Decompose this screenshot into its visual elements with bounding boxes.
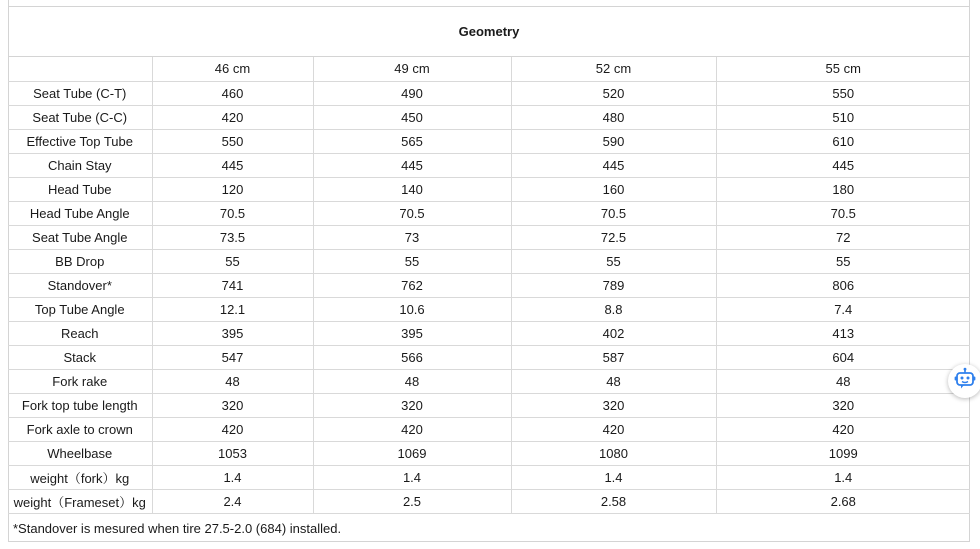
cell-value: 2.4: [152, 489, 313, 513]
cell-value: 320: [511, 393, 716, 417]
cell-value: 762: [313, 273, 511, 297]
cell-value: 520: [511, 81, 716, 105]
cell-value: 70.5: [716, 201, 970, 225]
row-label: Standover*: [8, 273, 152, 297]
cell-value: 48: [716, 369, 970, 393]
table-row: [8, 465, 970, 489]
cell-value: 73: [313, 225, 511, 249]
cell-value: 70.5: [313, 201, 511, 225]
cell-value: 413: [716, 321, 970, 345]
table-row: [8, 81, 970, 105]
cell-value: 73.5: [152, 225, 313, 249]
row-label: Seat Tube (C-C): [8, 105, 152, 129]
row-label: weight（fork）kg: [8, 465, 152, 489]
table-row: [8, 417, 970, 441]
cell-value: 450: [313, 105, 511, 129]
row-label: BB Drop: [8, 249, 152, 273]
cell-value: 1099: [716, 441, 970, 465]
cell-value: 445: [313, 153, 511, 177]
cell-value: 55: [511, 249, 716, 273]
table-row: [8, 489, 970, 513]
row-label: Top Tube Angle: [8, 297, 152, 321]
cell-value: 1.4: [313, 465, 511, 489]
table-row: [8, 201, 970, 225]
table-row: [8, 273, 970, 297]
cell-value: 72.5: [511, 225, 716, 249]
cell-value: 320: [152, 393, 313, 417]
cell-value: 10.6: [313, 297, 511, 321]
cell-value: 70.5: [511, 201, 716, 225]
cell-value: 806: [716, 273, 970, 297]
cell-value: 12.1: [152, 297, 313, 321]
cell-value: 460: [152, 81, 313, 105]
cell-value: 2.68: [716, 489, 970, 513]
cell-value: 590: [511, 129, 716, 153]
cell-value: 180: [716, 177, 970, 201]
cell-value: 7.4: [716, 297, 970, 321]
header-cell-empty: [8, 57, 152, 81]
geometry-table: [8, 57, 970, 514]
table-row: [8, 225, 970, 249]
table-row: [8, 393, 970, 417]
cell-value: 445: [511, 153, 716, 177]
cell-value: 566: [313, 345, 511, 369]
header-cell-size: 46 cm: [152, 57, 313, 81]
cell-value: 1069: [313, 441, 511, 465]
cell-value: 420: [716, 417, 970, 441]
cell-value: 55: [313, 249, 511, 273]
row-label: weight（Frameset）kg: [8, 489, 152, 513]
row-label: Fork axle to crown: [8, 417, 152, 441]
cell-value: 1.4: [716, 465, 970, 489]
cell-value: 1053: [152, 441, 313, 465]
cell-value: 547: [152, 345, 313, 369]
cell-value: 610: [716, 129, 970, 153]
cell-value: 140: [313, 177, 511, 201]
cell-value: 48: [511, 369, 716, 393]
cell-value: 2.58: [511, 489, 716, 513]
cell-value: 320: [313, 393, 511, 417]
cell-value: 70.5: [152, 201, 313, 225]
cell-value: 445: [716, 153, 970, 177]
row-label: Chain Stay: [8, 153, 152, 177]
cell-value: 320: [716, 393, 970, 417]
cell-value: 510: [716, 105, 970, 129]
header-cell-size: 52 cm: [511, 57, 716, 81]
row-label: Fork top tube length: [8, 393, 152, 417]
table-header-row: [8, 57, 970, 81]
cell-value: 48: [152, 369, 313, 393]
row-label: Head Tube: [8, 177, 152, 201]
header-cell-size: 49 cm: [313, 57, 511, 81]
table-row: [8, 105, 970, 129]
cell-value: 402: [511, 321, 716, 345]
cell-value: 604: [716, 345, 970, 369]
table-row: [8, 441, 970, 465]
row-label: Wheelbase: [8, 441, 152, 465]
table-row: [8, 129, 970, 153]
cell-value: 55: [152, 249, 313, 273]
cell-value: 48: [313, 369, 511, 393]
cell-value: 1.4: [152, 465, 313, 489]
row-label: Effective Top Tube: [8, 129, 152, 153]
cell-value: 160: [511, 177, 716, 201]
cell-value: 120: [152, 177, 313, 201]
cell-value: 8.8: [511, 297, 716, 321]
row-label: Head Tube Angle: [8, 201, 152, 225]
cell-value: 420: [511, 417, 716, 441]
row-label: Seat Tube Angle: [8, 225, 152, 249]
cell-value: 587: [511, 345, 716, 369]
table-row: [8, 153, 970, 177]
cell-value: 789: [511, 273, 716, 297]
cell-value: 55: [716, 249, 970, 273]
table-row: [8, 249, 970, 273]
cell-value: 445: [152, 153, 313, 177]
table-row: [8, 369, 970, 393]
cell-value: 420: [313, 417, 511, 441]
cell-value: 395: [313, 321, 511, 345]
table-row: [8, 297, 970, 321]
cell-value: 1080: [511, 441, 716, 465]
cell-value: 480: [511, 105, 716, 129]
row-label: Fork rake: [8, 369, 152, 393]
header-cell-size: 55 cm: [716, 57, 970, 81]
cell-value: 1.4: [511, 465, 716, 489]
table-row: [8, 177, 970, 201]
cell-value: 490: [313, 81, 511, 105]
row-label: Stack: [8, 345, 152, 369]
chat-assistant-button[interactable]: [948, 364, 980, 398]
cell-value: 420: [152, 417, 313, 441]
cell-value: 420: [152, 105, 313, 129]
cell-value: 550: [152, 129, 313, 153]
cell-value: 565: [313, 129, 511, 153]
cell-value: 550: [716, 81, 970, 105]
page-title: Geometry: [8, 7, 970, 57]
robot-icon: [953, 367, 977, 396]
cell-value: 741: [152, 273, 313, 297]
row-label: Reach: [8, 321, 152, 345]
table-row: [8, 321, 970, 345]
table-row: [8, 345, 970, 369]
standover-footnote: *Standover is mesured when tire 27.5-2.0 (684) installed.: [13, 521, 342, 536]
cell-value: 2.5: [313, 489, 511, 513]
cell-value: 72: [716, 225, 970, 249]
row-label: Seat Tube (C-T): [8, 81, 152, 105]
cell-value: 395: [152, 321, 313, 345]
